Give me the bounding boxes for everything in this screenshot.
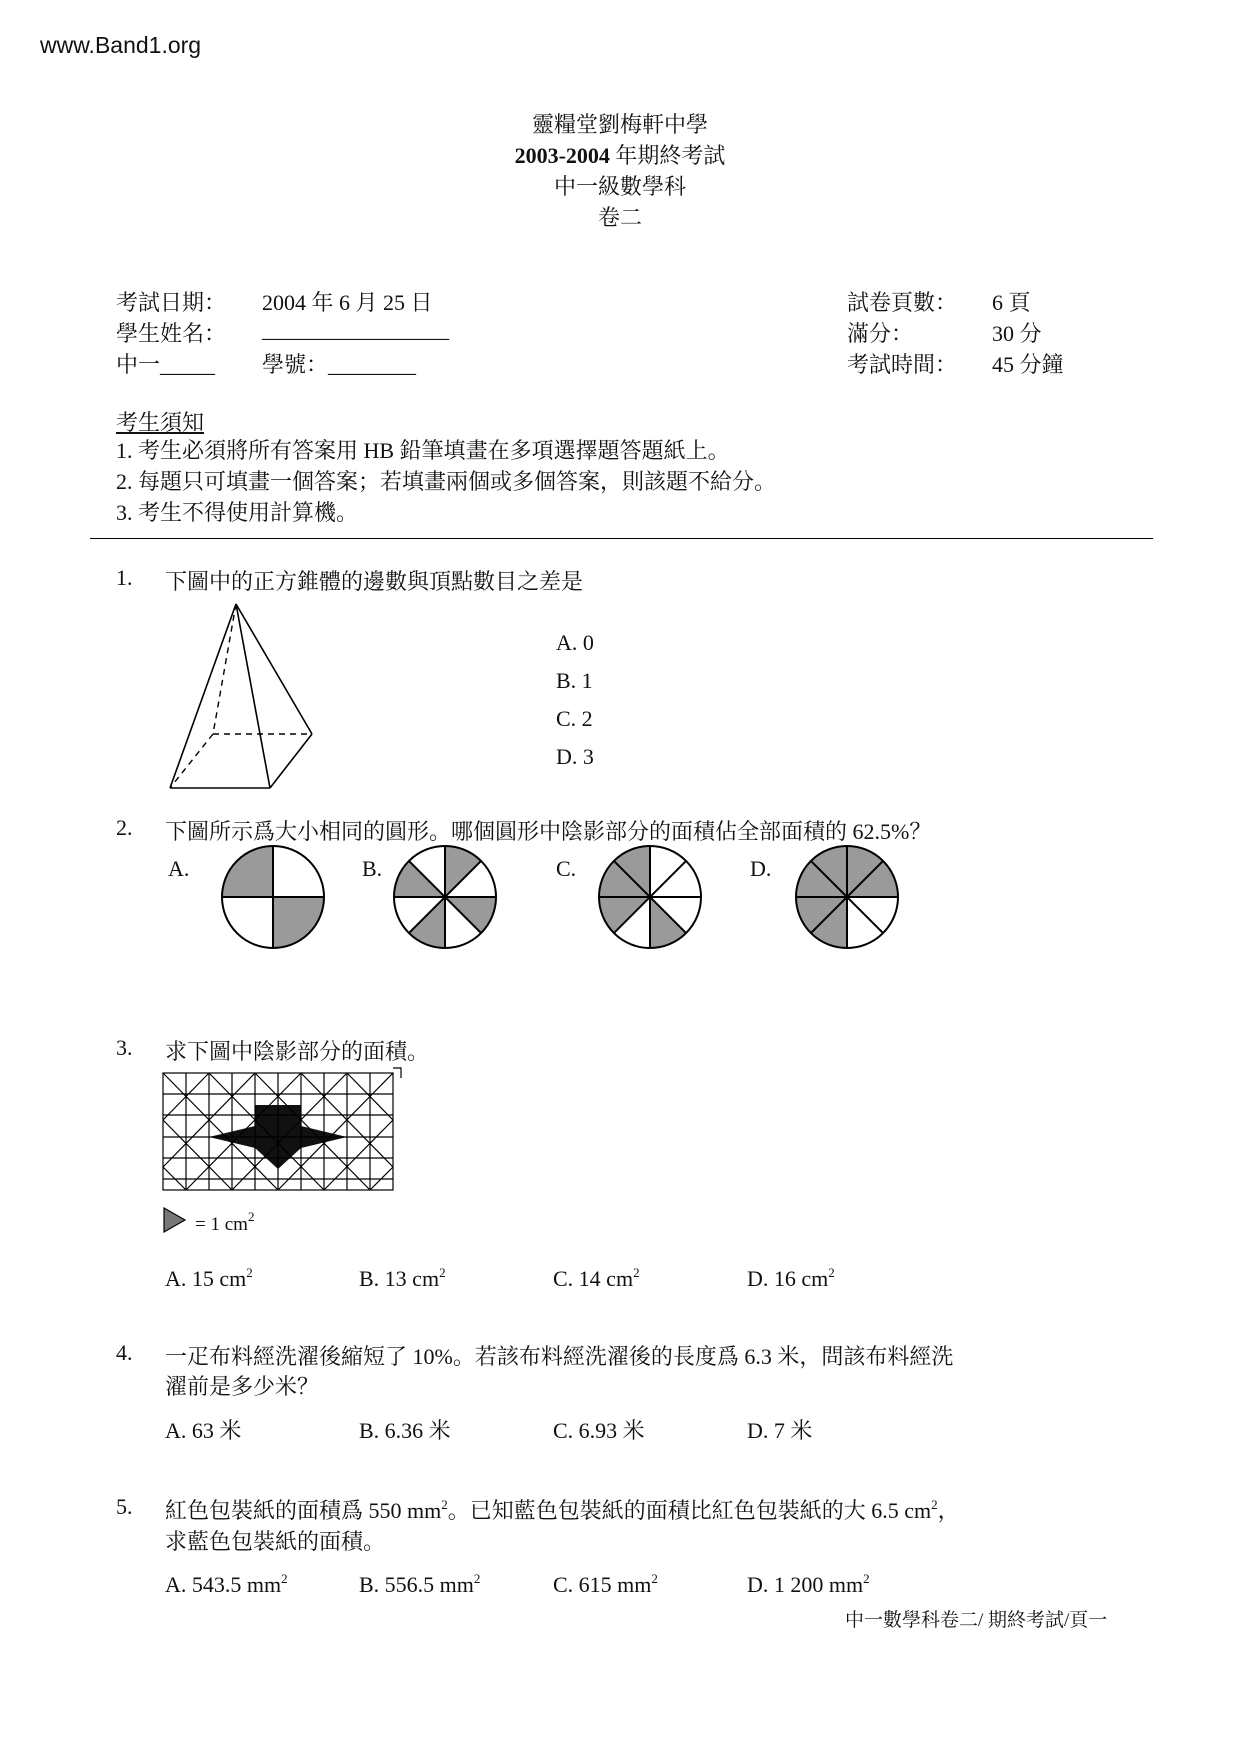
q5-option-c-sup: 2 <box>651 1571 658 1586</box>
q1-number: 1. <box>116 565 133 590</box>
site-url: www.Band1.org <box>40 32 202 58</box>
circle-b-shaded-sector <box>394 861 445 897</box>
square-pyramid-figure <box>160 600 320 795</box>
q1-text: 下圖中的正方錐體的邊數與頂點數目之差是 <box>165 569 584 594</box>
instruction-item: 1. 考生必須將所有答案用 HB 鉛筆填畫在多項選擇題答題紙上。 <box>116 438 730 463</box>
name-label: 學生姓名： <box>116 321 227 346</box>
q2-option-b: B. <box>362 856 383 881</box>
q5-option-d-sup: 2 <box>863 1571 870 1586</box>
q5-text-a: 紅色包裝紙的面積爲 550 mm <box>165 1498 442 1523</box>
q3-legend <box>195 1209 254 1236</box>
q5-option-a-text: A. 543.5 mm <box>165 1572 282 1597</box>
pages-label: 試卷頁數： <box>847 290 958 315</box>
circle-c-shaded-sector <box>650 897 686 948</box>
q3-option-d-text: D. 16 cm <box>747 1266 829 1291</box>
q3-option-d-sup: 2 <box>828 1265 835 1280</box>
student-number: 學號：________ <box>262 352 417 377</box>
class-label <box>116 348 215 379</box>
q2-option-d: D. <box>750 856 772 881</box>
q5-text-b: 。已知藍色包裝紙的面積比紅色包裝紙的大 6.5 cm <box>447 1498 932 1523</box>
class-label-tail: _ <box>204 352 216 377</box>
q3-option-c-text: C. 14 cm <box>553 1266 634 1291</box>
time-value: 45 分鐘 <box>992 352 1064 377</box>
date-value: 2004 年 6 月 25 日 <box>262 290 433 315</box>
class-label-text: 中一____ <box>116 352 205 377</box>
school-name: 靈糧堂劉梅軒中學 <box>531 112 708 137</box>
q5-text-line1 <box>165 1494 960 1525</box>
q1-option-a: A. 0 <box>556 630 594 655</box>
q5-option-d-text: D. 1 200 mm <box>747 1572 864 1597</box>
exam-title <box>0 141 1240 171</box>
q3-option-b <box>359 1265 446 1292</box>
q3-legend-sup: 2 <box>247 1209 255 1224</box>
instruction-item: 2. 每題只可填畫一個答案；若填畫兩個或多個答案，則該題不給分。 <box>116 469 777 494</box>
pages-value: 6 頁 <box>992 290 1031 315</box>
q3-option-d <box>747 1265 835 1292</box>
q5-option-b-text: B. 556.5 mm <box>359 1572 474 1597</box>
q5-sup: 2 <box>931 1497 938 1512</box>
q5-option-b <box>359 1571 480 1598</box>
q2-text: 下圖所示爲大小相同的圓形。哪個圓形中陰影部分的面積佔全部面積的 62.5%？ <box>165 819 932 844</box>
q5-sup: 2 <box>441 1497 448 1512</box>
exam-name: 年期終考試 <box>615 143 726 168</box>
circle-c-shaded-sector <box>599 897 650 933</box>
circle-b <box>393 845 497 949</box>
q2-option-a: A. <box>168 856 190 881</box>
q4-number: 4. <box>116 1340 133 1365</box>
marks-value: 30 分 <box>992 321 1042 346</box>
q5-text-line2: 求藍色包裝紙的面積。 <box>165 1529 386 1554</box>
exam-year: 2003-2004 <box>514 143 610 168</box>
circle-c <box>598 845 702 949</box>
q5-number: 5. <box>116 1494 133 1519</box>
q3-option-a-sup: 2 <box>246 1265 253 1280</box>
q3-option-a-text: A. 15 cm <box>165 1266 247 1291</box>
q5-option-d <box>747 1571 870 1598</box>
q3-text: 求下圖中陰影部分的面積。 <box>165 1039 430 1064</box>
q3-option-c <box>553 1265 640 1292</box>
q4-option-a: A. 63 米 <box>165 1418 242 1443</box>
q1-option-c: C. 2 <box>556 706 593 731</box>
q4-option-b: B. 6.36 米 <box>359 1418 451 1443</box>
triangle-grid-figure <box>163 1073 403 1199</box>
q5-option-c <box>553 1571 658 1598</box>
time-label: 考試時間： <box>847 352 958 377</box>
page-footer: 中一數學科卷二/ 期終考試/頁一 <box>845 1610 1108 1631</box>
q4-option-d: D. 7 米 <box>747 1418 813 1443</box>
circle-b-shaded-sector <box>445 846 481 897</box>
q3-option-b-text: B. 13 cm <box>359 1266 440 1291</box>
marks-label: 滿分： <box>847 321 914 346</box>
divider-line <box>90 538 1153 539</box>
q3-legend-text: = 1 cm <box>195 1214 248 1235</box>
unit-triangle-icon <box>163 1207 187 1233</box>
paper-title: 卷二 <box>597 205 642 230</box>
circle-a <box>221 845 325 949</box>
q4-option-c: C. 6.93 米 <box>553 1418 645 1443</box>
circle-b-shaded-sector <box>409 897 445 948</box>
instruction-item: 3. 考生不得使用計算機。 <box>116 500 359 525</box>
q5-option-b-sup: 2 <box>473 1571 481 1586</box>
circle-d <box>795 845 899 949</box>
q3-number: 3. <box>116 1035 133 1060</box>
q3-option-b-sup: 2 <box>439 1265 446 1280</box>
q5-option-a <box>165 1571 288 1598</box>
q2-number: 2. <box>116 815 133 840</box>
q3-option-c-sup: 2 <box>633 1265 640 1280</box>
q3-option-a <box>165 1265 253 1292</box>
name-blank: _________________ <box>262 317 449 342</box>
q1-option-b: B. 1 <box>556 668 593 693</box>
q5-option-a-sup: 2 <box>281 1571 288 1586</box>
q2-option-c: C. <box>556 856 577 881</box>
q4-text-line2: 濯前是多少米？ <box>165 1374 320 1399</box>
q1-option-d: D. 3 <box>556 744 594 769</box>
instructions-title: 考生須知 <box>116 410 205 435</box>
q5-option-c-text: C. 615 mm <box>553 1572 652 1597</box>
circle-b-shaded-sector <box>445 897 496 933</box>
date-label: 考試日期： <box>116 290 227 315</box>
q4-text-line1: 一疋布料經洗濯後縮短了 10%。若該布料經洗濯後的長度爲 6.3 米，問該布料經洗 <box>165 1344 954 1369</box>
q5-text-c: ， <box>937 1498 960 1523</box>
subject-title: 中一級數學科 <box>553 174 686 199</box>
